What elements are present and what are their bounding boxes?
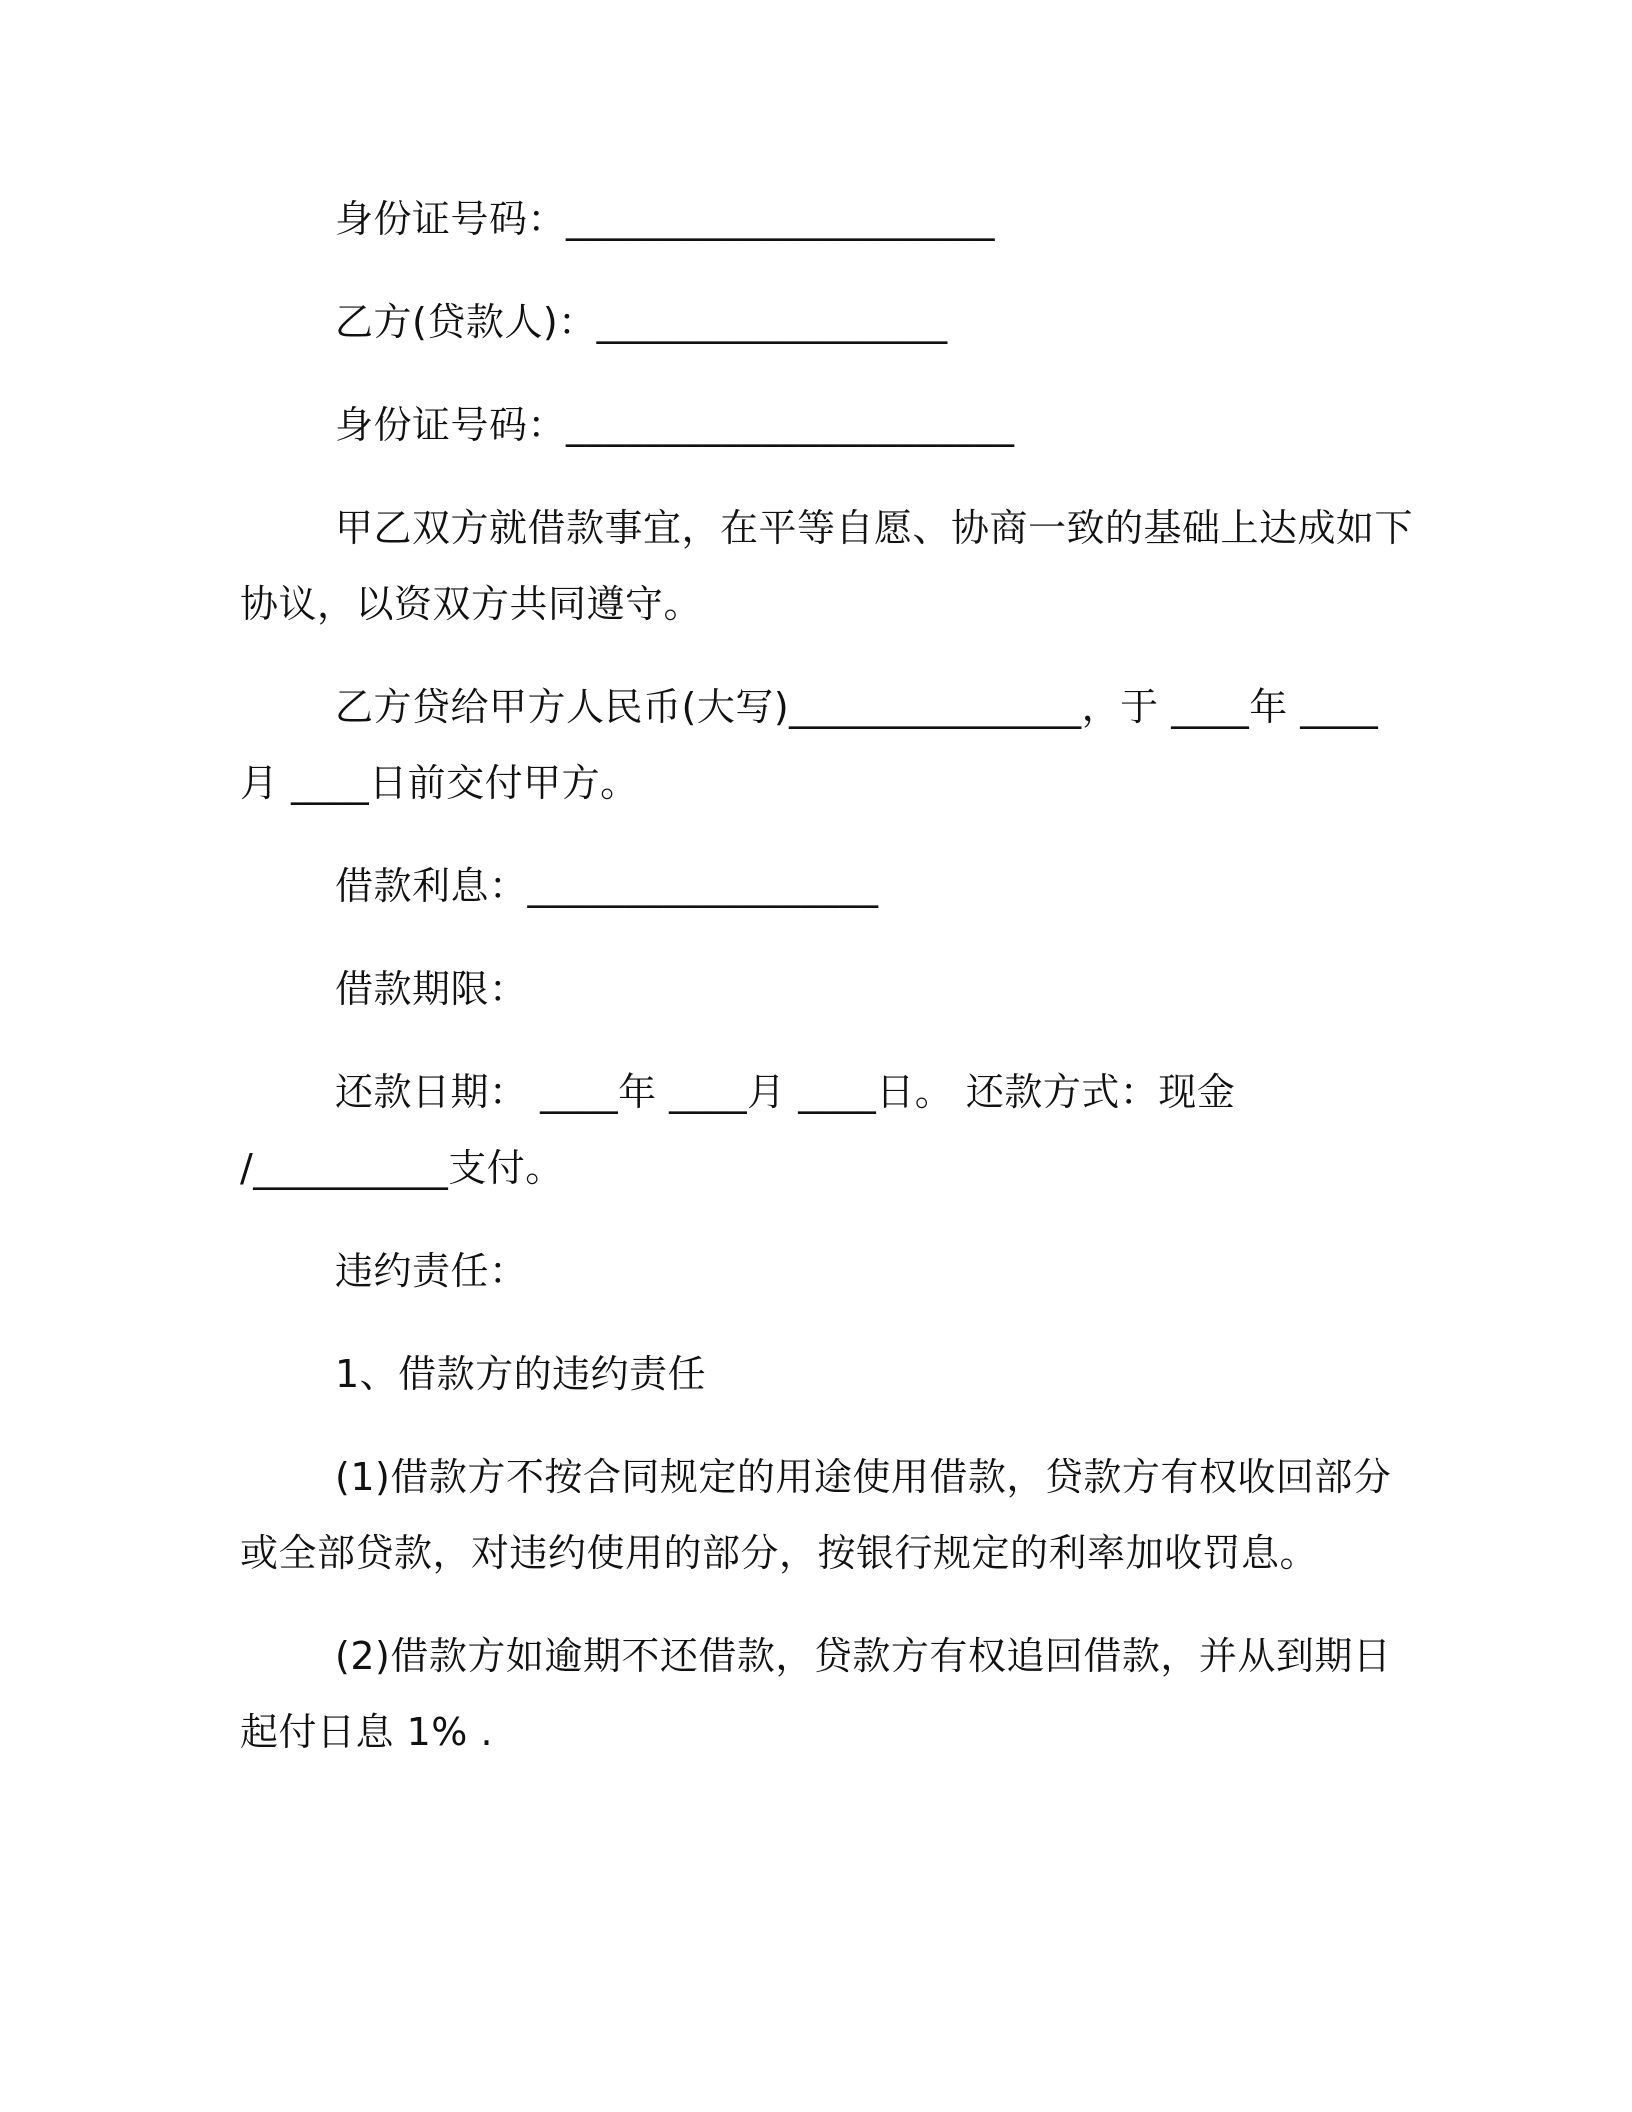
agreement-intro-line-1: 甲乙双方就借款事宜，在平等自愿、协商一致的基础上达成如下: [335, 506, 1414, 550]
repayment-date-line-1: 还款日期： ____年 ____月 ____日。 还款方式：现金: [335, 1070, 1236, 1114]
clause-1-line-2: 或全部贷款，对违约使用的部分，按银行规定的利率加收罚息。: [240, 1531, 1319, 1575]
id-number-line-b: 身份证号码：_______________________: [335, 403, 1015, 447]
loan-amount-line-2: 月 ____日前交付甲方。: [240, 761, 639, 805]
agreement-intro-line-2: 协议，以资双方共同遵守。: [240, 582, 703, 626]
loan-interest-line: 借款利息：__________________: [335, 864, 879, 908]
clause-2-line-2: 起付日息 1% .: [240, 1710, 494, 1754]
party-b-lender-line: 乙方(贷款人)：__________________: [335, 300, 948, 344]
borrower-liability-heading: 1、借款方的违约责任: [335, 1352, 707, 1396]
loan-amount-line-1: 乙方贷给甲方人民币(大写)_______________，于 ____年 ____: [335, 685, 1379, 729]
loan-term-line: 借款期限：: [335, 967, 528, 1011]
breach-liability-heading: 违约责任：: [335, 1249, 528, 1293]
id-number-line-a: 身份证号码：______________________: [335, 197, 996, 241]
clause-2-line-1: (2)借款方如逾期不还借款，贷款方有权追回借款，并从到期日: [335, 1634, 1392, 1678]
clause-1-line-1: (1)借款方不按合同规定的用途使用借款，贷款方有权收回部分: [335, 1455, 1392, 1499]
repayment-date-line-2: /__________支付。: [240, 1146, 564, 1190]
